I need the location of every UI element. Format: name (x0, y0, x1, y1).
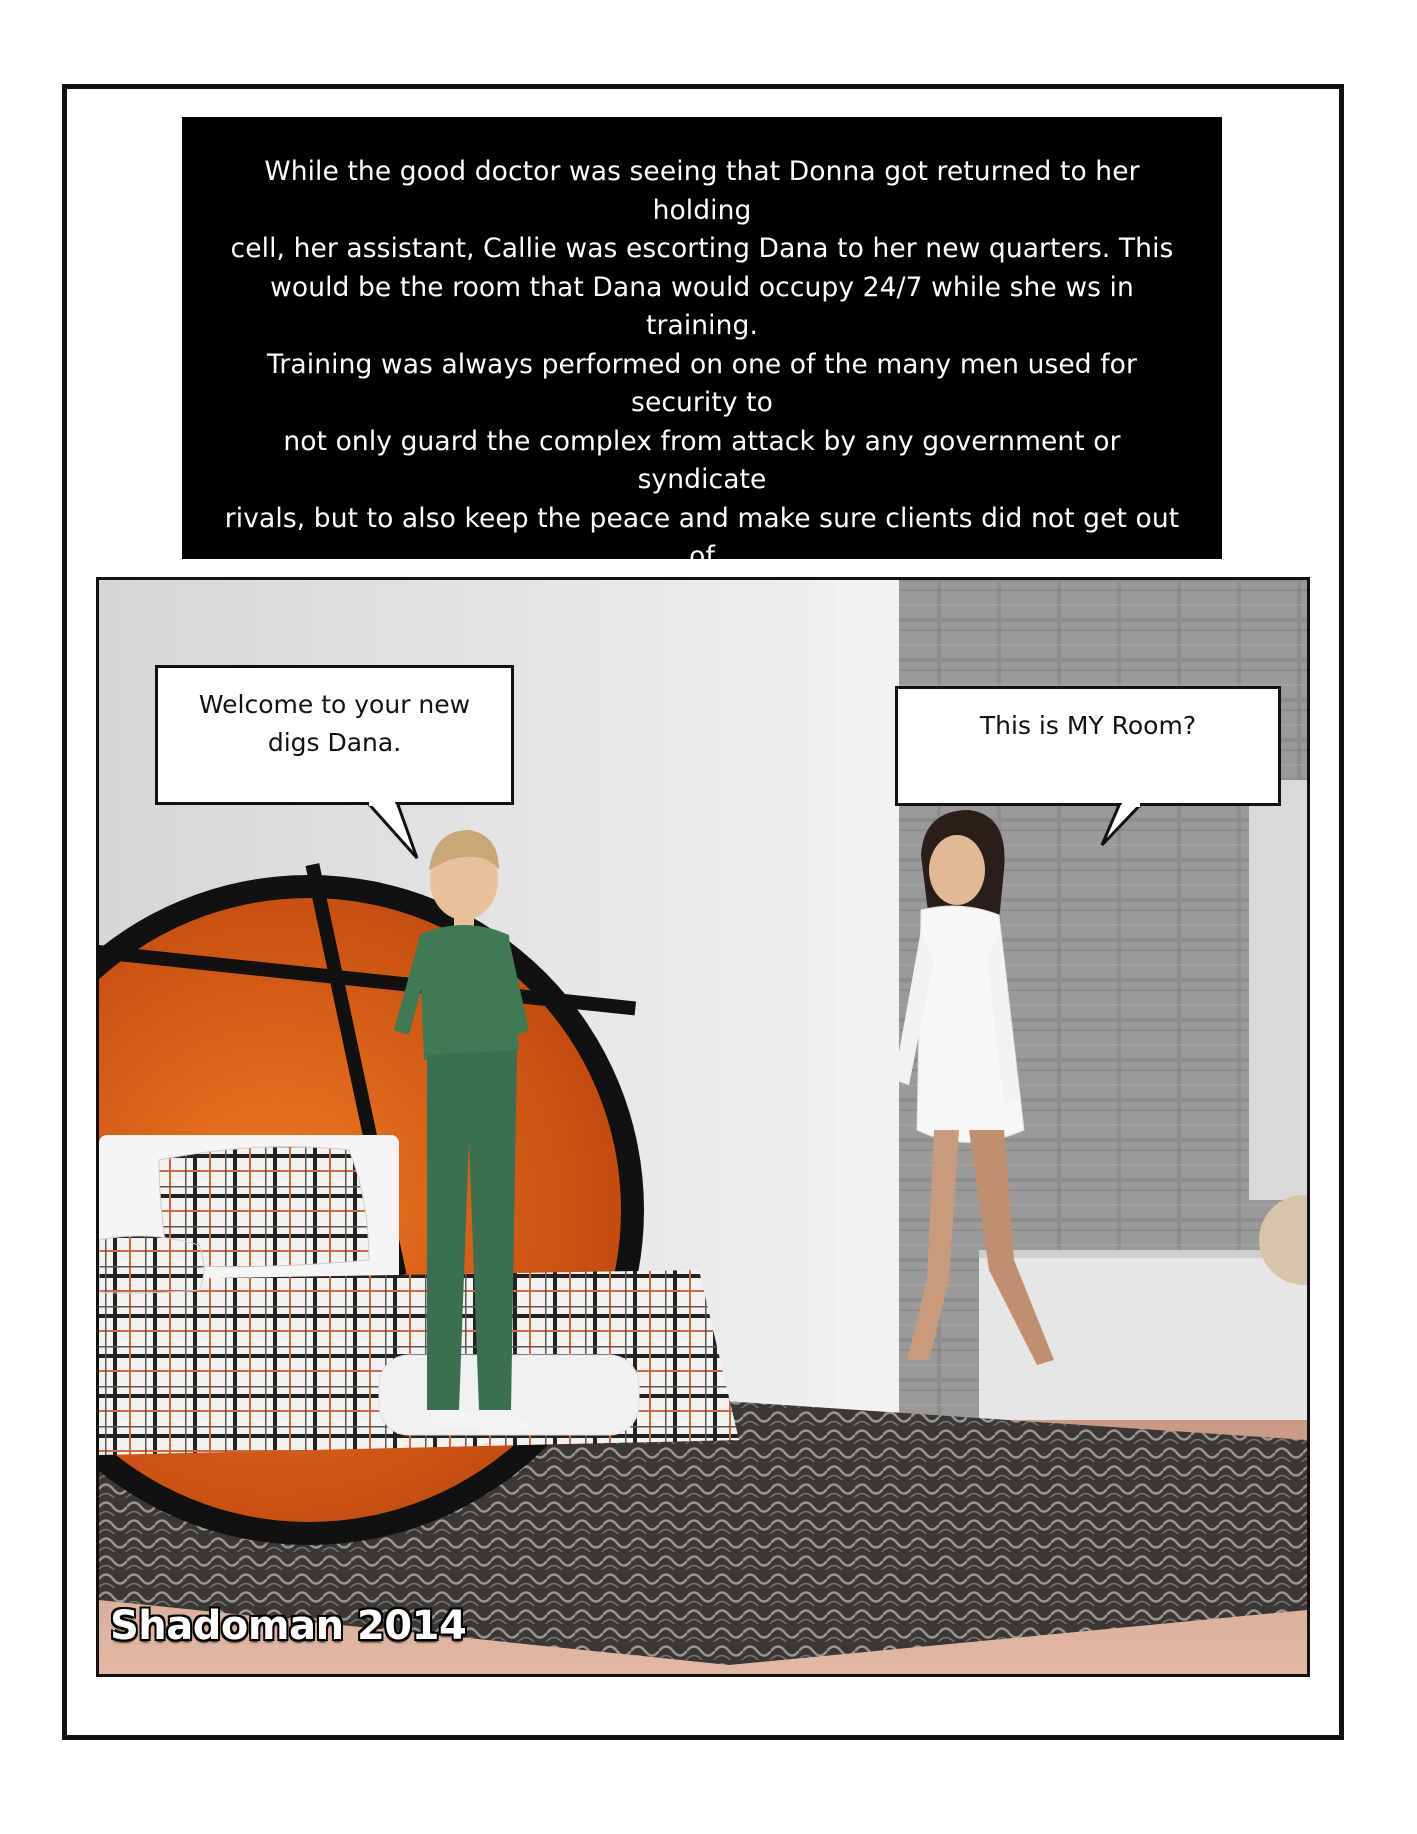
speech-text: This is MY Room? (979, 711, 1197, 740)
narration-caption-box (182, 117, 1222, 572)
speech-bubble-callie (155, 665, 514, 805)
speech-bubble-dana (895, 686, 1281, 806)
caption-line: cell, her assistant, Callie was escorting Dana to her new quarters. This (230, 233, 1174, 264)
speech-text: digs Dana. (267, 728, 402, 757)
speech-bubble-tail (1098, 803, 1148, 847)
caption-line: Training was always performed on one of the many men used for security to (267, 348, 1137, 418)
caption-line: While the good doctor was seeing that Donna got returned to her holding (264, 156, 1140, 226)
speech-bubble-tail (365, 802, 425, 860)
caption-line: would be the room that Dana would occupy 24/7 while she ws in training. (270, 271, 1134, 341)
caption-line: not only guard the complex from attack by any government or syndicate (283, 425, 1121, 495)
caption-line: rivals, but to also keep the peace and make sure clients did not get out of (224, 502, 1180, 572)
speech-text: Welcome to your new (198, 690, 471, 719)
artist-signature: Shadoman 2014 (110, 1603, 467, 1649)
